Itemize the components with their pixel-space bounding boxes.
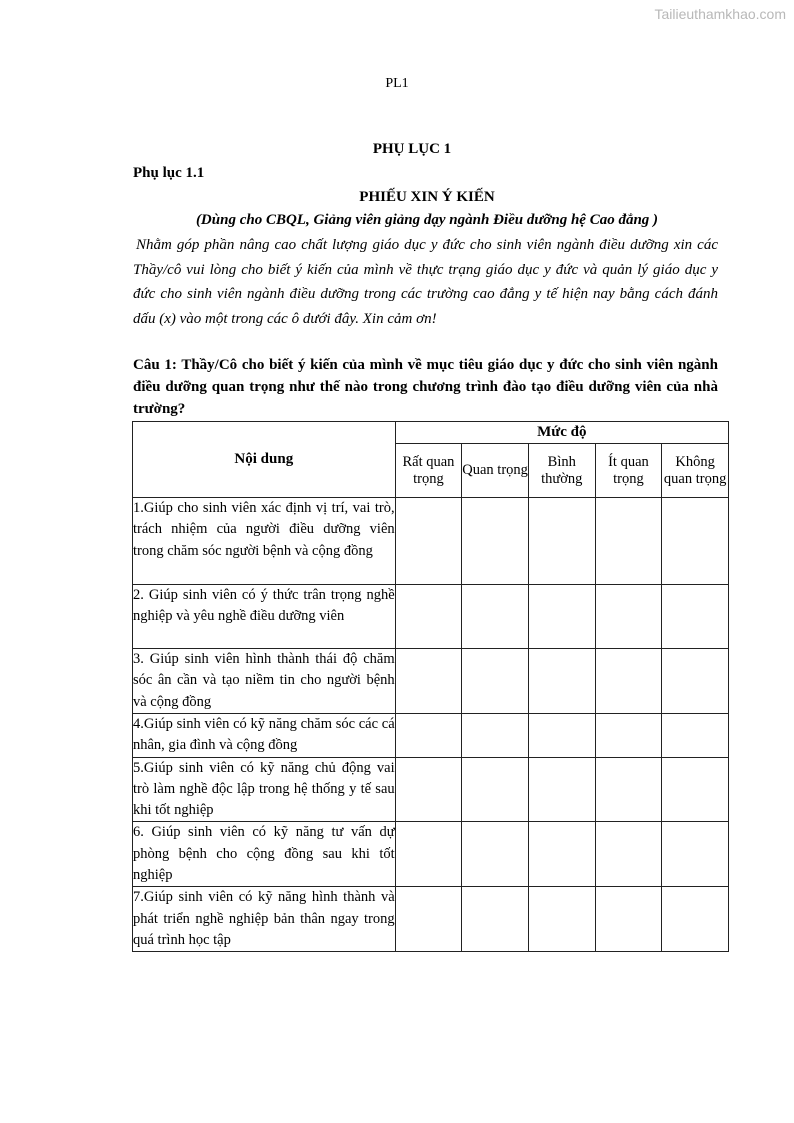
answer-cell[interactable] [528,649,595,714]
form-subtitle: (Dùng cho CBQL, Giảng viên giảng dạy ngành Điều dưỡng hệ Cao đẳng ) [195,212,659,228]
content-header: Nội dung [133,422,396,498]
row-content: 5.Giúp sinh viên có kỹ năng chủ động vai trò làm nghề độc lập trong hệ thống y tế sau khi tốt nghiệp [133,757,396,822]
answer-cell[interactable] [662,585,729,649]
answer-cell[interactable] [395,757,462,822]
row-content: 2. Giúp sinh viên có ý thức trân trọng nghề nghiệp và yêu nghề điều dưỡng viên [133,585,396,649]
answer-cell[interactable] [528,822,595,887]
answer-cell[interactable] [395,649,462,714]
row-content: 1.Giúp cho sinh viên xác định vị trí, vai trò, trách nhiệm của người điều dưỡng viên trong chăm sóc người bệnh và cộng đồng [133,498,396,585]
answer-cell[interactable] [528,714,595,758]
table-row [133,585,729,649]
level-not-important: Không quan trọng [662,444,729,498]
answer-cell[interactable] [662,757,729,822]
answer-cell[interactable] [395,822,462,887]
answer-cell[interactable] [595,757,662,822]
answer-cell[interactable] [395,887,462,952]
table-row [133,887,729,952]
answer-cell[interactable] [462,649,529,714]
answer-cell[interactable] [462,822,529,887]
row-content: 3. Giúp sinh viên hình thành thái độ chăm sóc ân cần và tạo niềm tin cho người bệnh và cộng đồng [133,649,396,714]
answer-cell[interactable] [595,887,662,952]
answer-cell[interactable] [662,822,729,887]
page-number: PL1 [385,76,409,91]
level-important: Quan trọng [462,444,529,498]
watermark: Tailieuthamkhao.com [654,6,786,22]
answer-cell[interactable] [395,498,462,585]
appendix-title: PHỤ LỤC 1 [372,141,452,157]
level-header: Mức độ [395,422,728,444]
answer-cell[interactable] [595,585,662,649]
answer-cell[interactable] [462,887,529,952]
appendix-subtitle: Phụ lục 1.1 [133,165,205,181]
table-row [133,822,729,887]
answer-cell[interactable] [662,649,729,714]
level-very-important: Rất quan trọng [395,444,462,498]
answer-cell[interactable] [462,585,529,649]
answer-cell[interactable] [595,649,662,714]
answer-cell[interactable] [595,822,662,887]
survey-table [132,421,729,952]
answer-cell[interactable] [595,714,662,758]
answer-cell[interactable] [528,585,595,649]
answer-cell[interactable] [595,498,662,585]
answer-cell[interactable] [462,757,529,822]
level-less-important: Ít quan trọng [595,444,662,498]
answer-cell[interactable] [662,498,729,585]
row-content: 7.Giúp sinh viên có kỹ năng hình thành và phát triển nghề nghiệp bản thân ngay trong quá trình học tập [133,887,396,952]
table-row [133,498,729,585]
answer-cell[interactable] [462,714,529,758]
row-content: 6. Giúp sinh viên có kỹ năng tư vấn dự phòng bệnh cho cộng đồng sau khi tốt nghiệp [133,822,396,887]
answer-cell[interactable] [528,757,595,822]
answer-cell[interactable] [528,887,595,952]
table-row [133,714,729,758]
answer-cell[interactable] [462,498,529,585]
question-1: Câu 1: Thầy/Cô cho biết ý kiến của mình về mục tiêu giáo dục y đức cho sinh viên ngành điều dưỡng quan trọng như thế nào trong chương trình đào tạo điều dưỡng viên của nhà trường? [133,357,718,417]
answer-cell[interactable] [528,498,595,585]
form-title: PHIẾU XIN Ý KIẾN [359,189,495,205]
answer-cell[interactable] [662,887,729,952]
answer-cell[interactable] [662,714,729,758]
table-row [133,649,729,714]
table-row [133,757,729,822]
answer-cell[interactable] [395,714,462,758]
level-normal: Bình thường [528,444,595,498]
row-content: 4.Giúp sinh viên có kỹ năng chăm sóc các cá nhân, gia đình và cộng đồng [133,714,396,758]
answer-cell[interactable] [395,585,462,649]
intro-paragraph: Nhằm góp phần nâng cao chất lượng giáo dục y đức cho sinh viên ngành điều dưỡng xin các Thầy/cô vui lòng cho biết ý kiến của mình về thực trạng giáo dục y đức và quản lý giáo dục y đức cho sinh viên ngành điều dưỡng trong các trường cao đẳng y tế hiện nay bằng cách đánh dấu (x) vào một trong các ô dưới đây. Xin cảm ơn! [133,237,718,327]
